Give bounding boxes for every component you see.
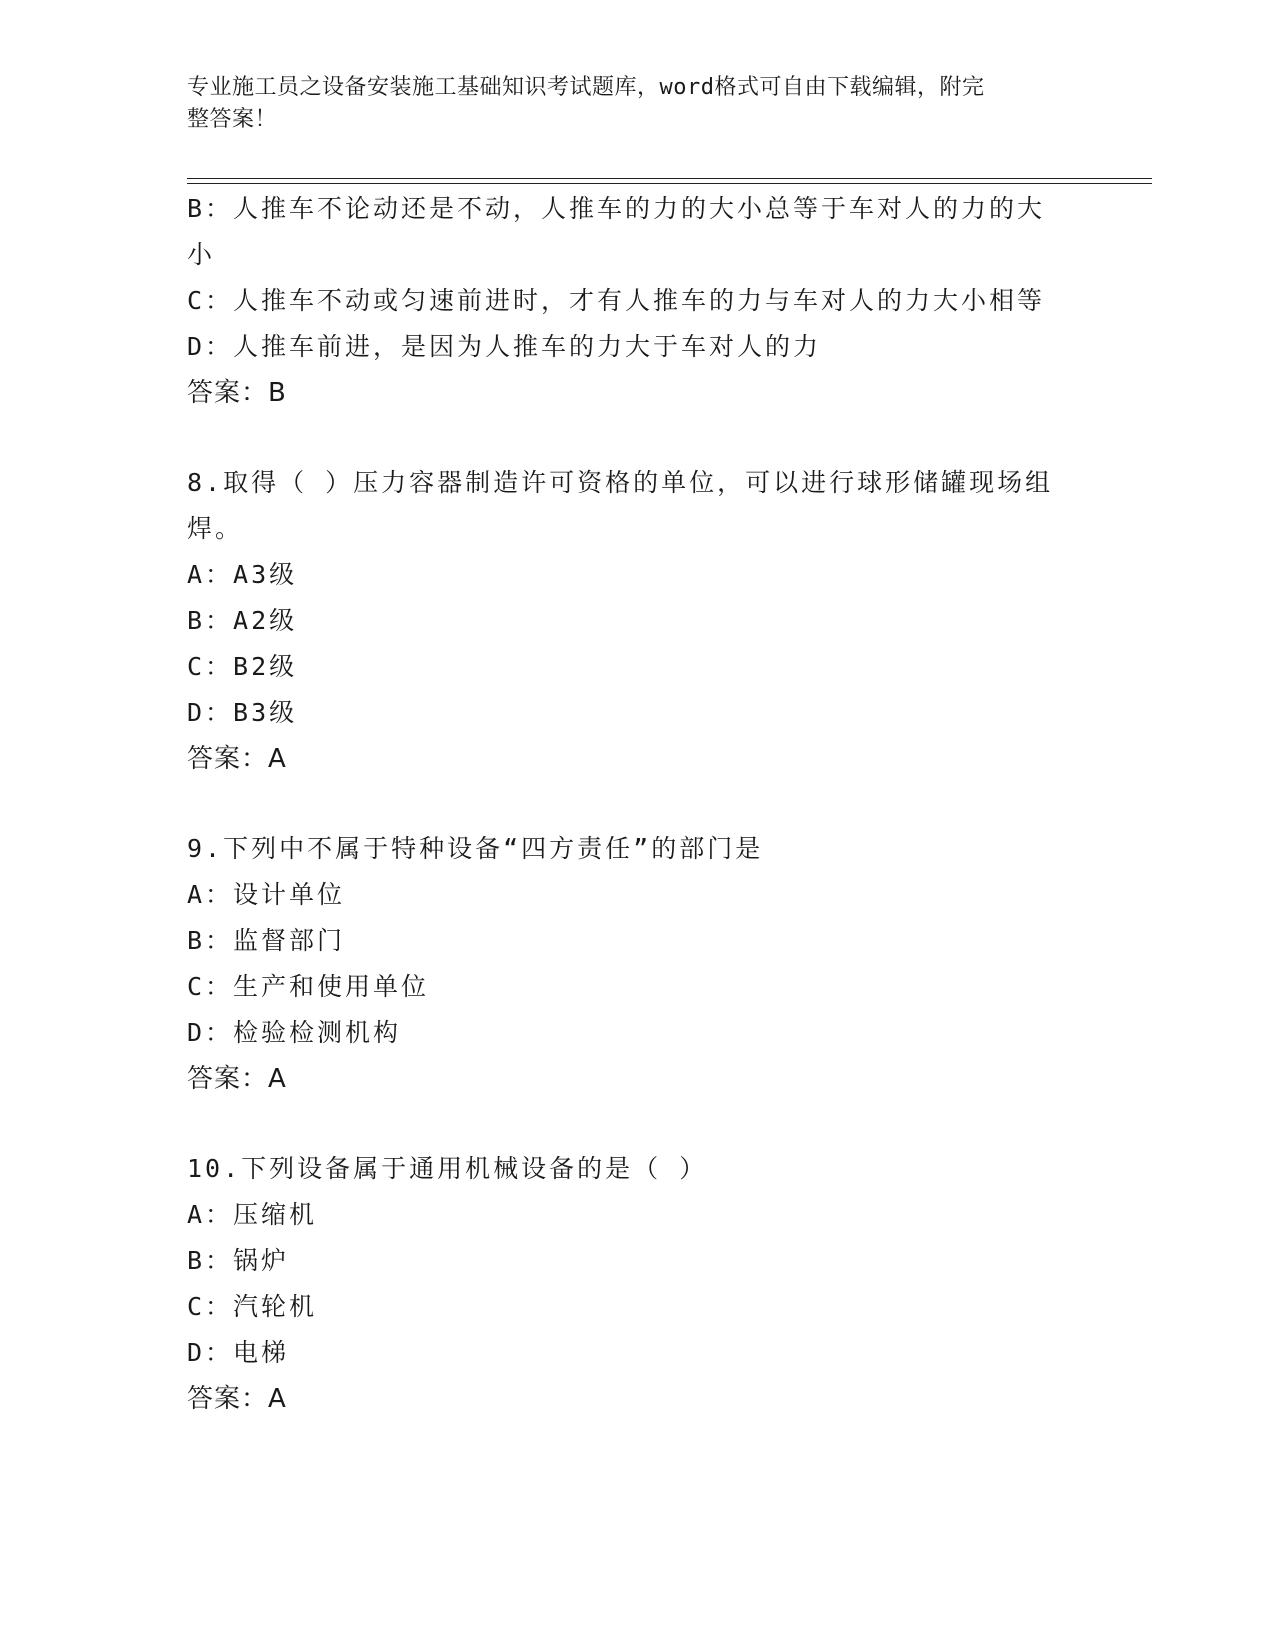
header-divider-top — [187, 178, 1152, 179]
q10-answer: 答案：A — [187, 1384, 287, 1414]
q7-answer: 答案：B — [187, 378, 287, 408]
q8-answer: 答案：A — [187, 744, 287, 774]
question-spacer — [187, 782, 1087, 826]
q9-answer: 答案：A — [187, 1064, 287, 1094]
q8-option-c: C：B2级 — [187, 652, 298, 681]
q10-option-b: B：锅炉 — [187, 1246, 290, 1275]
q7-option-d: D：人推车前进，是因为人推车的力大于车对人的力 — [187, 332, 822, 361]
q8-option-a: A：A3级 — [187, 560, 298, 589]
q8-option-d: D：B3级 — [187, 698, 298, 727]
question-content — [187, 186, 1087, 1422]
q7-option-c: C：人推车不动或匀速前进时，才有人推车的力与车对人的力大小相等 — [187, 286, 1046, 315]
question-spacer — [187, 1102, 1087, 1146]
q8-stem-line-2: 焊。 — [187, 514, 244, 543]
q10-option-c: C：汽轮机 — [187, 1292, 318, 1321]
q8-stem-line-1: 8.取得（ ）压力容器制造许可资格的单位，可以进行球形储罐现场组 — [187, 468, 1054, 497]
q9-option-d: D：检验检测机构 — [187, 1018, 402, 1047]
q9-option-b: B：监督部门 — [187, 926, 346, 955]
document-header — [187, 72, 1067, 136]
q10-option-a: A：压缩机 — [187, 1200, 318, 1229]
question-8-block — [187, 460, 1087, 782]
q8-option-b: B：A2级 — [187, 606, 298, 635]
question-spacer — [187, 416, 1087, 460]
q7-option-b-line-2: 小 — [187, 240, 216, 269]
question-10-block — [187, 1146, 1087, 1422]
q10-option-d: D：电梯 — [187, 1338, 290, 1367]
header-line-2: 整答案！ — [187, 107, 278, 132]
q9-option-c: C：生产和使用单位 — [187, 972, 430, 1001]
header-divider-bottom — [187, 183, 1152, 184]
question-7-block — [187, 186, 1087, 416]
question-9-block — [187, 826, 1087, 1102]
q10-stem: 10.下列设备属于通用机械设备的是（ ） — [187, 1154, 708, 1183]
q7-option-b-line-1: B：人推车不论动还是不动，人推车的力的大小总等于车对人的力的大 — [187, 194, 1046, 223]
header-line-1: 专业施工员之设备安装施工基础知识考试题库，word格式可自由下载编辑，附完 — [187, 75, 985, 100]
q9-stem: 9.下列中不属于特种设备“四方责任”的部门是 — [187, 834, 764, 863]
q9-option-a: A：设计单位 — [187, 880, 346, 909]
